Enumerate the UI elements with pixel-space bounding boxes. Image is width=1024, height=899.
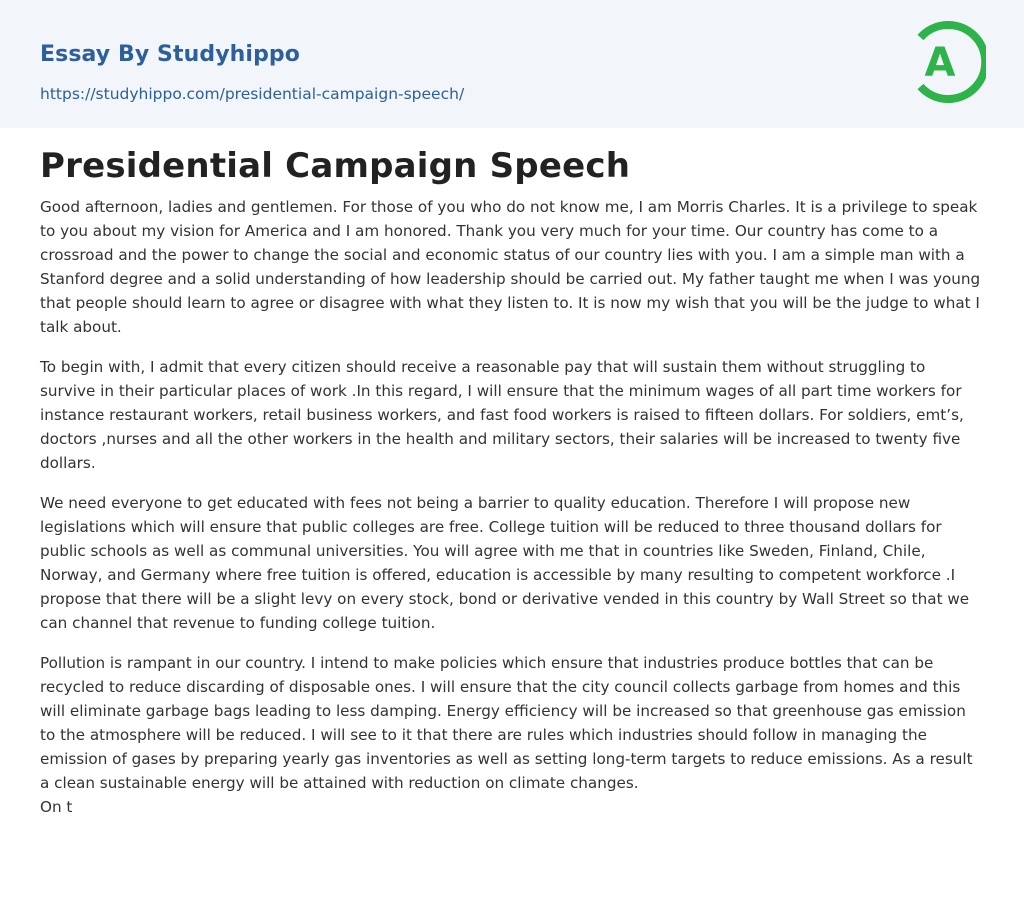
essay-paragraph-2: To begin with, I admit that every citizen should receive a reasonable pay that will sustain them without struggling to survive in their particular places of work .In this regard, I will ensure that the minimum wages of all part time workers for instance restaurant workers, retail business workers, and fast food workers is raised to fifteen dollars. For soldiers, emt’s, doctors ,nurses and all the other workers in the health and military sectors, their salaries will be increased to twenty five dollars. [40,358,964,472]
essay-paragraph-3: We need everyone to get educated with fees not being a barrier to quality education. Therefore I will propose new legislations which will ensure that public colleges are free. College tuition will be reduced to three thousand dollars for public schools as well as communal universities. You will agree with me that in countries like Sweden, Finland, Chile, Norway, and Germany where free tuition is offered, education is accessible by many resulting to competent workforce .I propose that there will be a slight levy on every stock, bond or derivative vended in this country by Wall Street so that we can channel that revenue to funding college tuition. [40,494,970,632]
essay-paragraph-4: Pollution is rampant in our country. I intend to make policies which ensure that industries produce bottles that can be recycled to reduce discarding of disposable ones. I will ensure that the city council collects garbage from homes and this will eliminate garbage bags leading to less damping. Energy efficiency will be increased so that greenhouse gas emission to the atmosphere will be reduced. I will see to it that there are rules which industries should follow in managing the emission of gases by preparing yearly gas inventories as well as setting long-term targets to reduce emissions. As a result a clean sustainable energy will be attained with reduction on climate changes. [40,654,973,792]
source-url-link[interactable]: https://studyhippo.com/presidential-campaign-speech/ [40,85,465,103]
essay-paragraph-1: Good afternoon, ladies and gentlemen. For those of you who do not know me, I am Morris Charles. It is a privilege to speak to you about my vision for America and I am honored. Thank you very much for your time. Our country has come to a crossroad and the power to change the social and economic status of our country lies with you. I am a simple man with a Stanford degree and a solid understanding of how leadership should be carried out. My father taught me when I was young that people should learn to agree or disagree with what they listen to. It is now my wish that you will be the judge to what I talk about. [40,198,981,336]
studyhippo-logo-icon[interactable] [912,18,986,106]
essay-truncated-text: On t [40,798,73,816]
essay-title: Presidential Campaign Speech [40,146,631,186]
logo-letter: A [924,40,956,86]
essay-body [40,195,984,819]
site-title[interactable]: Essay By Studyhippo [40,42,300,67]
site-header [0,0,1024,128]
